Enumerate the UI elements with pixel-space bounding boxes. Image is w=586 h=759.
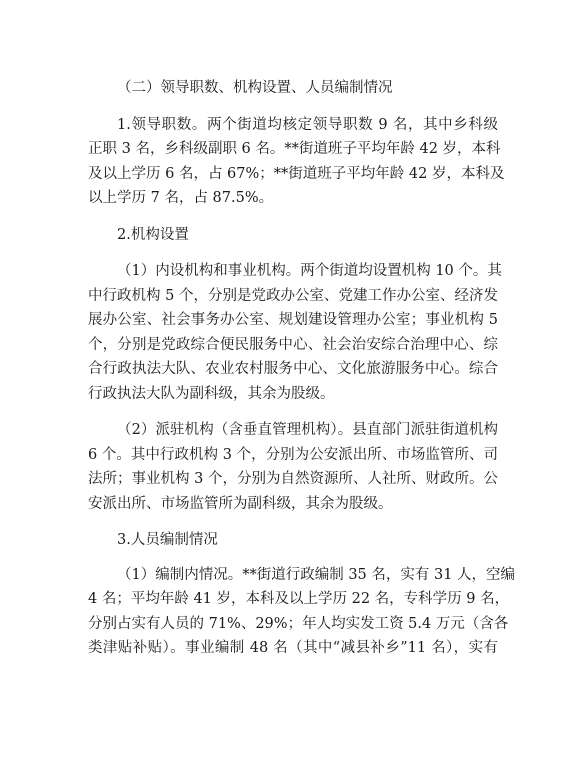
- paragraph-line: 合行政执法大队、农业农村服务中心、文化旅游服务中心。综合: [88, 361, 498, 377]
- paragraph-leadership-positions: [88, 113, 505, 211]
- document-body: [88, 76, 516, 661]
- paragraph-line: 展办公室、社会事务办公室、规划建设管理办公室；事业机构 5: [88, 312, 498, 328]
- paragraph-line: 行政执法大队为副科级，其余为股级。: [88, 385, 335, 402]
- paragraph-line: 个，分别是党政综合便民服务中心、社会治安综合治理中心、综: [88, 336, 498, 353]
- paragraph-line: 类津贴补贴）。事业编制 48 名（其中“减县补乡”11 名），实有: [88, 640, 498, 656]
- paragraph-line: 分别占实有人员的 71%、29%；年人均实发工资 5.4 万元（含各: [88, 615, 509, 632]
- paragraph-line: 安派出所、市场监管所为副科级，其余为股级。: [88, 495, 393, 512]
- paragraph-internal-institutions: [88, 259, 502, 406]
- paragraph-line: 法所；事业机构 3 个，分别为自然资源所、人社所、财政所。公: [88, 471, 498, 487]
- paragraph-line: 中行政机构 5 个，分别是党政办公室、党建工作办公室、经济发: [88, 287, 498, 304]
- paragraph-line: 及以上学历 6 名，占 67%；**街道班子平均年龄 42 岁，本科及: [88, 165, 505, 182]
- paragraph-staffing-details: [88, 563, 516, 661]
- paragraph-line: 4 名；平均年龄 41 岁，本科及以上学历 22 名，专科学历 9 名，: [88, 591, 510, 607]
- paragraph-line: 正职 3 名，乡科级副职 6 名。**街道班子平均年龄 42 岁，本科: [88, 141, 501, 157]
- paragraph-line: 以上学历 7 名，占 87.5%。: [88, 190, 274, 206]
- subsection-title-institutions: 2.机构设置: [117, 226, 189, 243]
- paragraph-line: 1.领导职数。两个街道均核定领导职数 9 名，其中乡科级: [117, 116, 498, 133]
- paragraph-dispatched-institutions: [88, 418, 498, 516]
- paragraph-line: （1）编制内情况。**街道行政编制 35 名，实有 31 人，空编: [117, 566, 516, 583]
- subsection-title-staffing: 3.人员编制情况: [117, 532, 218, 548]
- paragraph-line: （1）内设机构和事业机构。两个街道均设置机构 10 个。其: [117, 263, 502, 279]
- section-heading: （二）领导职数、机构设置、人员编制情况: [117, 80, 393, 96]
- paragraph-line: （2）派驻机构（含垂直管理机构）。县直部门派驻街道机构: [117, 422, 498, 438]
- paragraph-line: 6 个。其中行政机构 3 个，分别为公安派出所、市场监管所、司: [88, 446, 498, 463]
